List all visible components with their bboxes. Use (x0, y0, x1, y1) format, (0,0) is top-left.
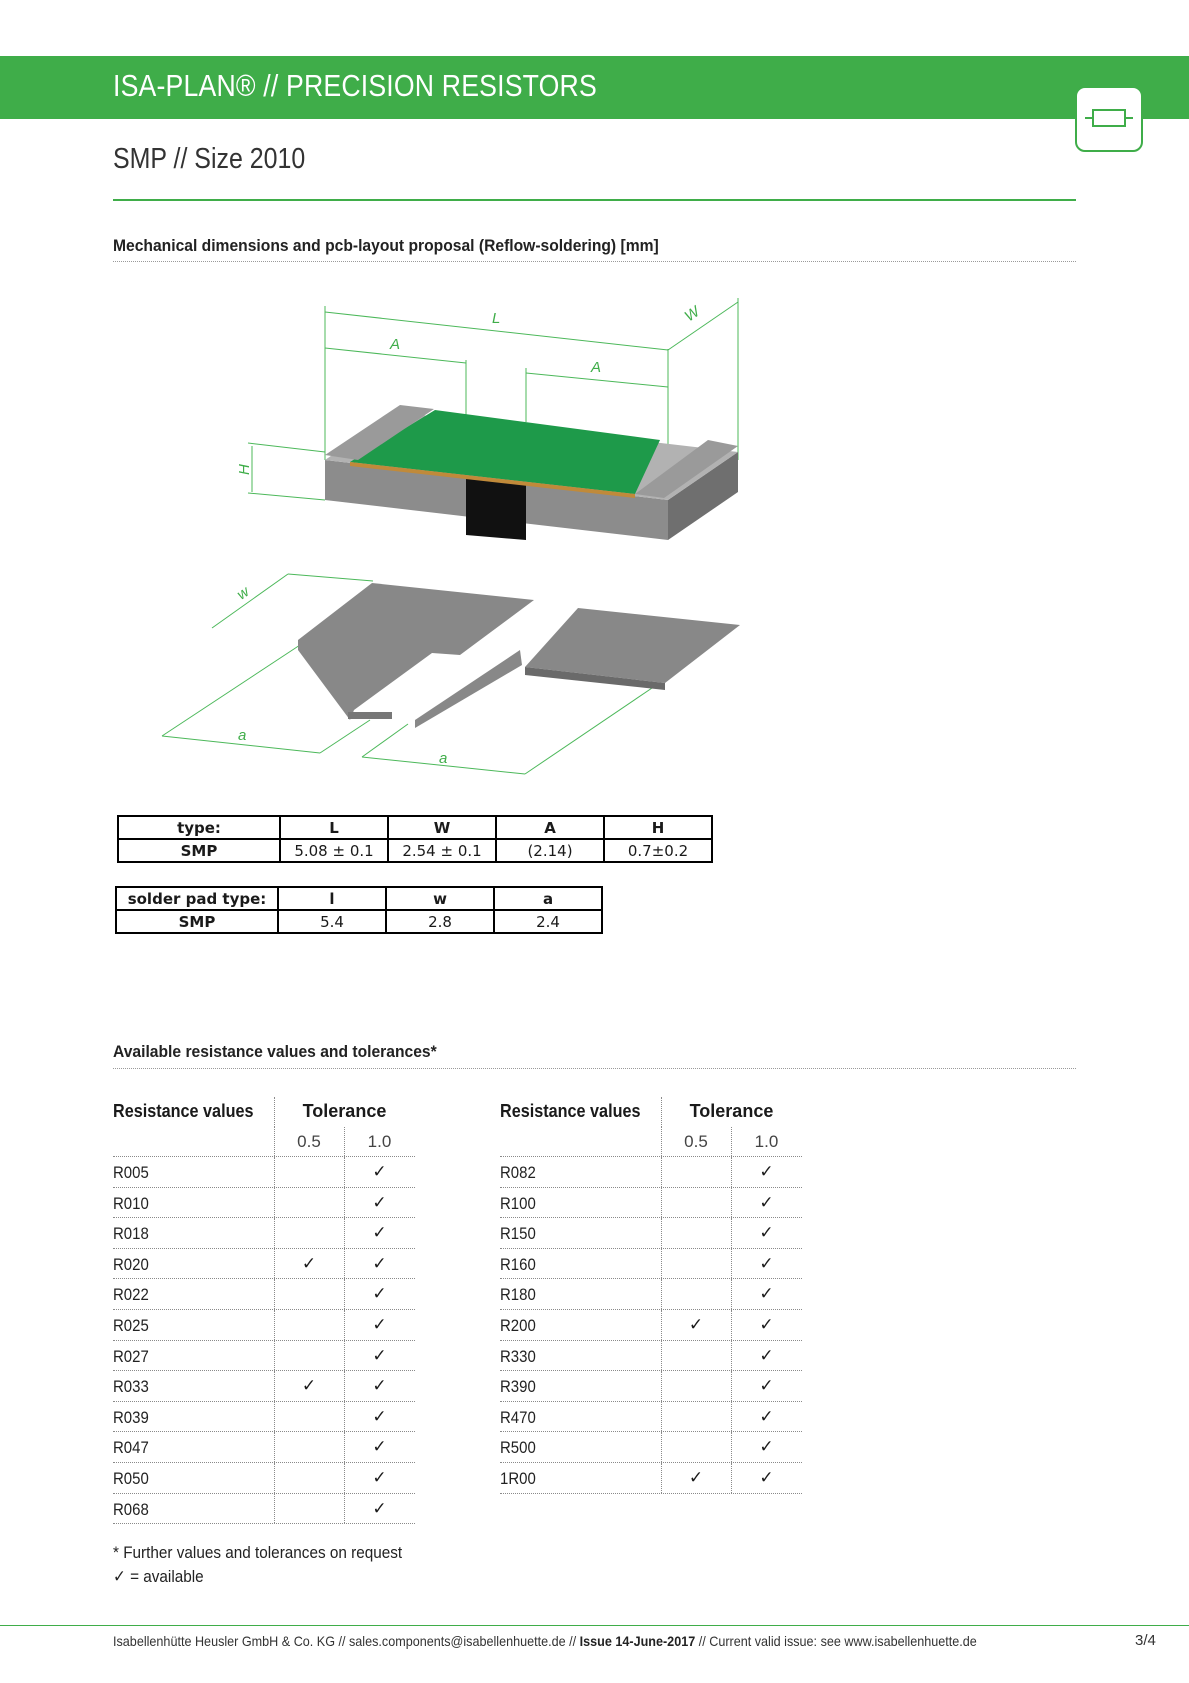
dim-header-H: H (604, 816, 712, 839)
table-row (113, 1432, 415, 1463)
check-icon: ✓ (301, 1253, 317, 1274)
tolerance-subheader (500, 1127, 802, 1157)
resistance-value: R039 (113, 1407, 149, 1427)
resistance-value: R068 (113, 1499, 149, 1519)
resistance-value: R500 (500, 1438, 536, 1458)
header-title: ISA-PLAN® // PRECISION RESISTORS (113, 68, 597, 103)
table-row (500, 1432, 802, 1463)
dim-label-A2: A (591, 359, 602, 376)
check-icon: ✓ (372, 1376, 387, 1397)
header-tolerance: Tolerance (302, 1101, 387, 1121)
footer-issue: Issue 14-June-2017 (579, 1633, 696, 1649)
resistance-value: 1R00 (500, 1468, 536, 1488)
dim-label-H: H (236, 464, 253, 475)
footer-text (113, 1633, 977, 1649)
dim-label-a2: a (439, 750, 448, 767)
tolerance-1-0: 1.0 (754, 1132, 779, 1151)
table-row (113, 1188, 415, 1219)
tolerance-1-0: 1.0 (367, 1132, 392, 1151)
table-row (500, 1279, 802, 1310)
dim-cell-W: 2.54 ± 0.1 (388, 839, 496, 862)
footer-company: Isabellenhütte Heusler GmbH & Co. KG // sales.components@isabellenhuette.de // (113, 1633, 580, 1649)
pad-header-a: a (494, 887, 602, 910)
footnote-further: * Further values and tolerances on request (113, 1543, 403, 1562)
pad-cell-l: 5.4 (278, 910, 386, 933)
tolerance-subheader (113, 1127, 415, 1157)
table-row (113, 1494, 415, 1525)
check-icon: ✓ (759, 1406, 774, 1427)
dim-label-A1: A (390, 336, 401, 353)
check-icon: ✓ (372, 1192, 387, 1213)
table-row (500, 1341, 802, 1372)
page-number: 3/4 (1135, 1632, 1156, 1649)
resistance-value: R100 (500, 1193, 536, 1213)
tolerance-0-5: 0.5 (297, 1132, 321, 1151)
check-icon: ✓ (759, 1376, 774, 1397)
check-icon: ✓ (372, 1284, 387, 1305)
footnote-available: ✓ = available (113, 1567, 204, 1586)
table-row (500, 1463, 802, 1494)
table-row (113, 1157, 415, 1188)
table-row (500, 1371, 802, 1402)
resistor-drawing (150, 285, 750, 795)
pad-header-w: w (386, 887, 494, 910)
table-row (500, 1188, 802, 1219)
check-icon: ✓ (759, 1223, 774, 1244)
check-icon: ✓ (372, 1223, 387, 1244)
resistance-table-left (113, 1097, 415, 1524)
check-icon: ✓ (759, 1314, 774, 1335)
resistance-value: R018 (113, 1224, 149, 1244)
resistance-value: R180 (500, 1285, 536, 1305)
table-row (500, 1402, 802, 1433)
resistance-value: R047 (113, 1438, 149, 1458)
table-row (500, 1218, 802, 1249)
table-row (113, 1279, 415, 1310)
check-icon: ✓ (372, 1345, 387, 1366)
resistance-value: R020 (113, 1254, 149, 1274)
table-row (113, 1371, 415, 1402)
dim-cell-H: 0.7±0.2 (604, 839, 712, 862)
resistor-symbol-icon (1075, 86, 1143, 152)
resistance-value: R005 (113, 1163, 149, 1182)
pad-header-l: l (278, 887, 386, 910)
check-icon: ✓ (759, 1467, 774, 1488)
table-row (113, 1218, 415, 1249)
resistance-table-right (500, 1097, 802, 1494)
check-icon: ✓ (688, 1467, 704, 1488)
table-row (113, 1402, 415, 1433)
dim-label-w: w (233, 583, 253, 604)
header-resistance-values: Resistance values (113, 1101, 254, 1121)
table-row (113, 1249, 415, 1280)
footer-divider (0, 1625, 1189, 1626)
table-row (113, 1310, 415, 1341)
subtitle-divider (113, 199, 1076, 201)
dim-cell-type: SMP (118, 839, 280, 862)
dim-header-L: L (280, 816, 388, 839)
dim-label-a1: a (238, 727, 247, 744)
resistance-value: R150 (500, 1224, 536, 1244)
dim-cell-L: 5.08 ± 0.1 (280, 839, 388, 862)
dim-header-A: A (496, 816, 604, 839)
resistance-value: R470 (500, 1407, 536, 1427)
dimensions-table (117, 815, 713, 863)
pad-cell-type: SMP (116, 910, 278, 933)
dim-header-type: type: (118, 816, 280, 839)
resistance-value: R022 (113, 1285, 149, 1305)
dim-label-W: W (681, 303, 703, 326)
dim-cell-A: (2.14) (496, 839, 604, 862)
resistance-value: R390 (500, 1377, 536, 1397)
check-icon: ✓ (372, 1437, 387, 1458)
section-title-resistance: Available resistance values and tolerances* (113, 1042, 437, 1061)
section-title-mechanical: Mechanical dimensions and pcb-layout proposal (Reflow-soldering) [mm] (113, 236, 659, 255)
check-icon: ✓ (372, 1253, 387, 1274)
resistance-value: R082 (500, 1163, 536, 1182)
check-icon: ✓ (688, 1314, 704, 1335)
page-subtitle: SMP // Size 2010 (113, 143, 306, 175)
check-icon: ✓ (372, 1498, 387, 1519)
check-icon: ✓ (759, 1345, 774, 1366)
pad-cell-w: 2.8 (386, 910, 494, 933)
table-row (113, 1341, 415, 1372)
pad-cell-a: 2.4 (494, 910, 602, 933)
dim-label-L: L (492, 310, 501, 327)
resistance-value: R160 (500, 1254, 536, 1274)
resistance-header (500, 1097, 802, 1127)
resistance-value: R025 (113, 1315, 149, 1335)
resistance-value: R010 (113, 1193, 149, 1213)
resistance-value: R033 (113, 1377, 149, 1397)
header-resistance-values: Resistance values (500, 1101, 641, 1121)
resistance-header (113, 1097, 415, 1127)
section-divider (113, 1068, 1076, 1069)
resistance-value: R330 (500, 1346, 536, 1366)
pad-header-type: solder pad type: (116, 887, 278, 910)
table-row (500, 1249, 802, 1280)
check-icon: ✓ (372, 1406, 387, 1427)
check-icon: ✓ (759, 1192, 774, 1213)
check-icon: ✓ (759, 1253, 774, 1274)
footer-valid: // Current valid issue: see www.isabellenhuette.de (695, 1633, 977, 1649)
check-icon: ✓ (372, 1467, 387, 1488)
table-row (113, 1463, 415, 1494)
resistance-value: R050 (113, 1468, 149, 1488)
check-icon: ✓ (301, 1376, 317, 1397)
check-icon: ✓ (372, 1162, 387, 1182)
check-icon: ✓ (759, 1284, 774, 1305)
table-row (500, 1310, 802, 1341)
resistance-value: R200 (500, 1315, 536, 1335)
header-bar (0, 56, 1189, 119)
pad-table (115, 886, 603, 934)
table-row (500, 1157, 802, 1188)
tolerance-0-5: 0.5 (684, 1132, 708, 1151)
check-icon: ✓ (372, 1314, 387, 1335)
dim-header-W: W (388, 816, 496, 839)
resistance-value: R027 (113, 1346, 149, 1366)
check-icon: ✓ (759, 1437, 774, 1458)
header-tolerance: Tolerance (689, 1101, 774, 1121)
check-icon: ✓ (759, 1162, 774, 1182)
section-divider (113, 261, 1076, 262)
